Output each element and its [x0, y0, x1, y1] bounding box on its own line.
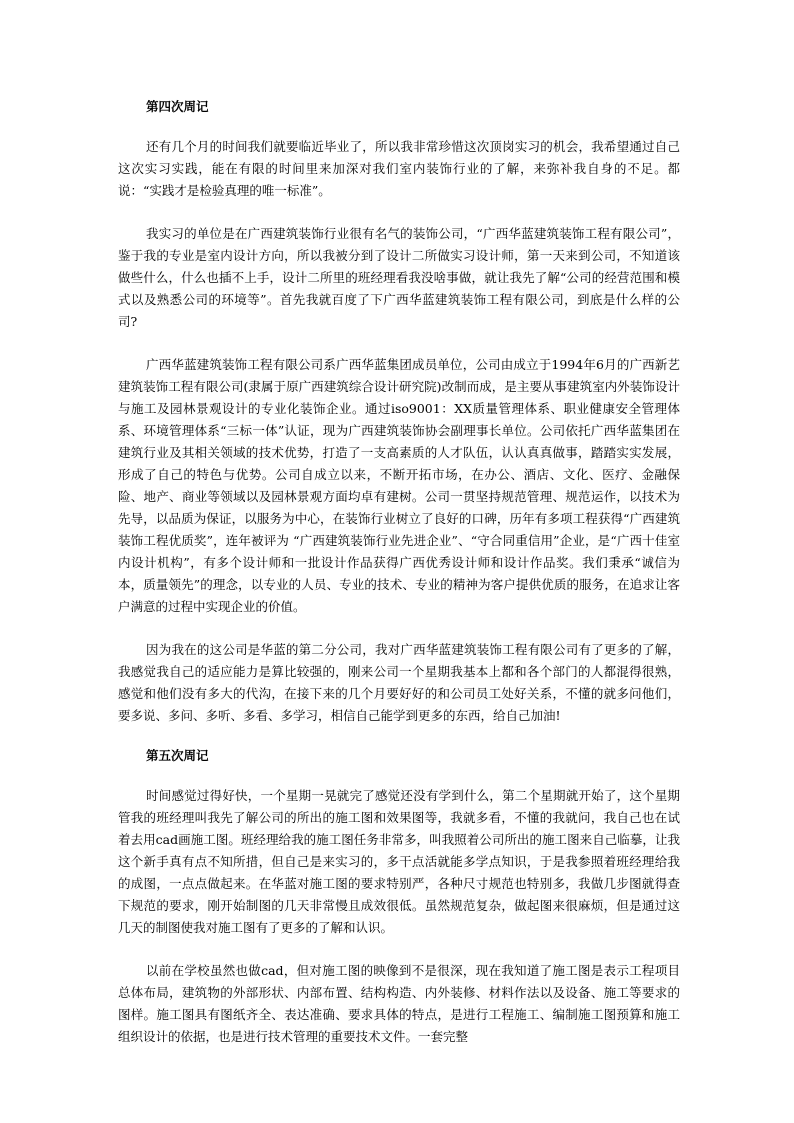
- week5-paragraph-1: 时间感觉过得好快，一个星期一晃就完了感觉还没有学到什么，第二个星期就开始了，这个星期管我的班经理叫我先了解公司的所出的施工图和效果图等，我就多看，不懂的我就问，我自己也在试着去用cad画施工图。班经理给我的施工图任务非常多，叫我照着公司所出的施工图来自己临摹，让我这个新手真有点不知所措，但自己是来实习的，多干点活就能多学点知识，于是我参照着班经理给我的成图，一点点做起来。在华蓝对施工图的要求特别严，各种尺寸规范也特别多，我做几步图就得查下规范的要求，刚开始制图的几天非常慢且成效很低。虽然规范复杂，做起图来很麻烦，但是通过这几天的制图使我对施工图有了更多的了解和认识。: [118, 788, 680, 935]
- week4-paragraph-2: 我实习的单位是在广西建筑装饰行业很有名气的装饰公司，“广西华蓝建筑装饰工程有限公司”，鉴于我的专业是室内设计方向，所以我被分到了设计二所做实习设计师，第一天来到公司，不知道该做些什么，什么也插不上手，设计二所里的班经理看我没啥事做，就让我先了解“公司的经营范围和模式以及熟悉公司的环境等”。首先我就百度了下广西华蓝建筑装饰工程有限公司，到底是什么样的公司?: [118, 226, 680, 329]
- week5-heading: 第五次周记: [146, 748, 209, 763]
- week4-heading: 第四次周记: [146, 99, 209, 114]
- week4-paragraph-3: 广西华蓝建筑装饰工程有限公司系广西华蓝集团成员单位，公司由成立于1994年6月的广西新艺建筑装饰工程有限公司(隶属于原广西建筑综合设计研究院)改制而成，是主要从事建筑室内外装饰设计与施工及园林景观设计的专业化装饰企业。通过iso9001：XX质量管理体系、职业健康安全管理体系、环境管理体系“三标一体”认证，现为广西建筑装饰协会副理事长单位。公司依托广西华蓝集团在建筑行业及其相关领域的技术优势，打造了一支高素质的人才队伍，认认真真做事，踏踏实实发展，形成了自己的特色与优势。公司自成立以来，不断开拓市场，在办公、酒店、文化、医疗、金融保险、地产、商业等领域以及园林景观方面均卓有建树。公司一贯坚持规范管理、规范运作，以技术为先导，以品质为保证，以服务为中心，在装饰行业树立了良好的口碑，历年有多项工程获得“广西建筑装饰工程优质奖”，连年被评为 “广西建筑装饰行业先进企业”、“守合同重信用”企业，是“广西十佳室内设计机构”，有多个设计师和一批设计作品获得广西优秀设计师和设计作品奖。我们秉承“诚信为本，质量领先”的理念，以专业的人员、专业的技术、专业的精神为客户提供优质的服务，在追求让客户满意的过程中实现企业的价值。: [118, 357, 680, 614]
- document-page: [118, 96, 680, 1069]
- week4-paragraph-4: 因为我在的这公司是华蓝的第二分公司，我对广西华蓝建筑装饰工程有限公司有了更多的了解，我感觉我自己的适应能力是算比较强的，刚来公司一个星期我基本上都和各个部门的人都混得很熟，感觉和他们没有多大的代沟，在接下来的几个月要好好的和公司员工处好关系，不懂的就多问他们，要多说、多问、多听、多看、多学习，相信自己能学到更多的东西，给自己加油!: [118, 642, 680, 723]
- week5-paragraph-2: 以前在学校虽然也做cad，但对施工图的映像到不是很深，现在我知道了施工图是表示工程项目总体布局，建筑物的外部形状、内部布置、结构构造、内外装修、材料作法以及设备、施工等要求的图样。施工图具有图纸齐全、表达准确、要求具体的特点，是进行工程施工、编制施工图预算和施工组织设计的依据，也是进行技术管理的重要技术文件。一套完整: [118, 963, 680, 1044]
- week4-paragraph-1: 还有几个月的时间我们就要临近毕业了，所以我非常珍惜这次顶岗实习的机会，我希望通过自己这次实习实践，能在有限的时间里来加深对我们室内装饰行业的了解，来弥补我自身的不足。都说：“实践才是检验真理的唯一标准”。: [118, 139, 680, 198]
